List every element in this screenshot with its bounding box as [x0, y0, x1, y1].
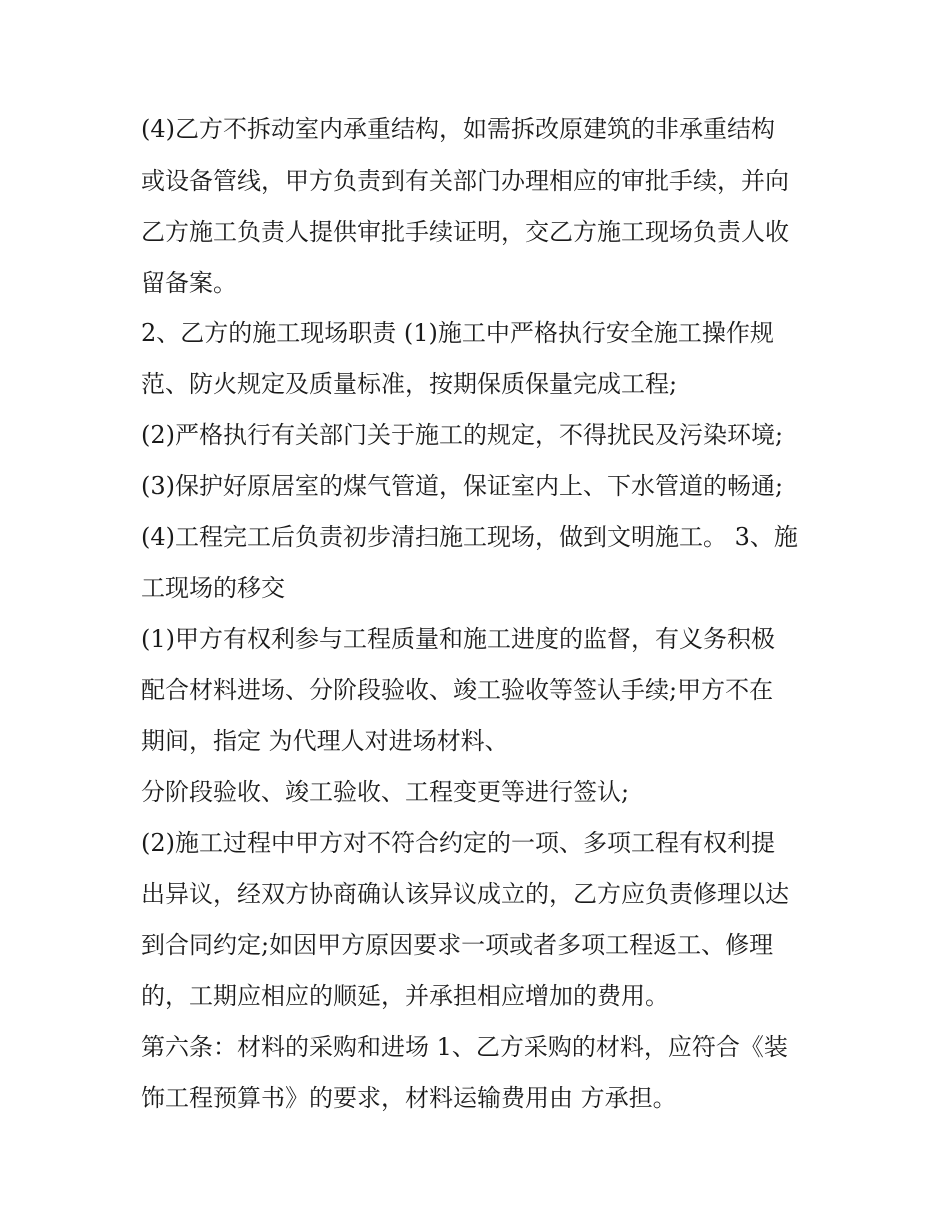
text-line-17: 到合同约定;如因甲方原因要求一项或者多项工程返工、修理 — [141, 931, 774, 959]
text-line-4: 留备案。 — [141, 269, 237, 297]
text-line-2: 或设备管线，甲方负责到有关部门办理相应的审批手续，并向 — [141, 167, 789, 195]
text-line-13: 期间，指定 为代理人对进场材料、 — [141, 727, 509, 755]
text-line-11: (1)甲方有权利参与工程质量和施工进度的监督，有义务积极 — [141, 625, 775, 653]
text-line-18: 的，工期应相应的顺延，并承担相应增加的费用。 — [141, 982, 669, 1010]
text-line-8: (3)保护好原居室的煤气管道，保证室内上、下水管道的畅通; — [141, 472, 784, 500]
text-line-20: 饰工程预算书》的要求，材料运输费用由 方承担。 — [141, 1084, 677, 1112]
text-line-6: 范、防火规定及质量标准，按期保质保量完成工程; — [141, 370, 678, 398]
text-line-9: (4)工程完工后负责初步清扫施工现场，做到文明施工。 3、施 — [141, 523, 798, 551]
text-line-15: (2)施工过程中甲方对不符合约定的一项、多项工程有权利提 — [141, 829, 775, 857]
text-line-10: 工现场的移交 — [141, 574, 285, 602]
text-line-3: 乙方施工负责人提供审批手续证明，交乙方施工现场负责人收 — [141, 218, 789, 246]
text-line-14: 分阶段验收、竣工验收、工程变更等进行签认; — [141, 778, 630, 806]
text-line-19: 第六条：材料的采购和进场 1、乙方采购的材料，应符合《装 — [141, 1033, 788, 1061]
text-line-1: (4)乙方不拆动室内承重结构，如需拆改原建筑的非承重结构 — [141, 115, 775, 143]
text-line-12: 配合材料进场、分阶段验收、竣工验收等签认手续;甲方不在 — [141, 676, 774, 704]
text-line-7: (2)严格执行有关部门关于施工的规定，不得扰民及污染环境; — [141, 421, 784, 449]
text-line-16: 出异议，经双方协商确认该异议成立的，乙方应负责修理以达 — [141, 880, 789, 908]
text-line-5: 2、乙方的施工现场职责 (1)施工中严格执行安全施工操作规 — [141, 319, 774, 347]
